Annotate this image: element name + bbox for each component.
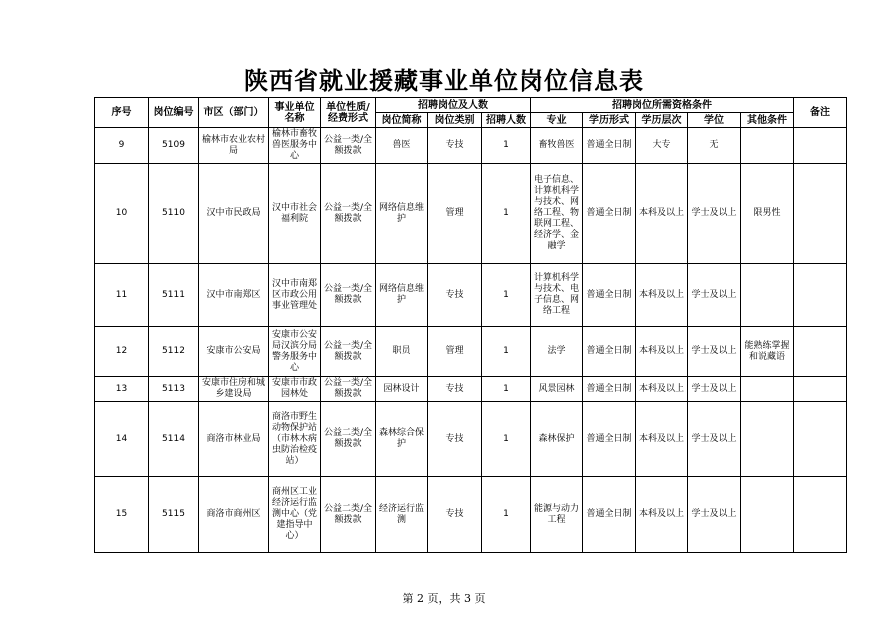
cell-seq: 9 bbox=[95, 128, 149, 164]
cell-seq: 10 bbox=[95, 164, 149, 264]
header-other: 其他条件 bbox=[741, 113, 794, 128]
cell-form: 普通全日制 bbox=[583, 377, 636, 402]
cell-other: 限男性 bbox=[741, 164, 794, 264]
cell-unit: 安康市公安局汉滨分局警务服务中心 bbox=[269, 327, 321, 377]
cell-nature: 公益一类/全额拨款 bbox=[321, 264, 376, 327]
cell-remark bbox=[794, 128, 847, 164]
header-conditions-group: 招聘岗位所需资格条件 bbox=[531, 98, 794, 113]
cell-type: 专技 bbox=[428, 377, 482, 402]
cell-unit: 商州区工业经济运行监测中心（党建指导中心） bbox=[269, 477, 321, 553]
cell-remark bbox=[794, 402, 847, 477]
cell-degree: 学士及以上 bbox=[688, 377, 741, 402]
page-footer: 第 2 页，共 3 页 bbox=[402, 592, 486, 605]
cell-code: 5115 bbox=[149, 477, 199, 553]
cell-city: 汉中市民政局 bbox=[199, 164, 269, 264]
cell-other bbox=[741, 377, 794, 402]
header-post-name: 岗位简称 bbox=[376, 113, 428, 128]
cell-count: 1 bbox=[482, 327, 531, 377]
cell-other: 能熟练掌握和说藏语 bbox=[741, 327, 794, 377]
cell-remark bbox=[794, 264, 847, 327]
cell-level: 本科及以上 bbox=[636, 264, 688, 327]
cell-major: 森林保护 bbox=[531, 402, 583, 477]
cell-post: 职员 bbox=[376, 327, 428, 377]
cell-post: 兽医 bbox=[376, 128, 428, 164]
cell-degree: 学士及以上 bbox=[688, 402, 741, 477]
table-row bbox=[95, 128, 847, 164]
cell-code: 5111 bbox=[149, 264, 199, 327]
cell-unit: 榆林市畜牧兽医服务中心 bbox=[269, 128, 321, 164]
cell-form: 普通全日制 bbox=[583, 128, 636, 164]
cell-level: 本科及以上 bbox=[636, 402, 688, 477]
cell-level: 本科及以上 bbox=[636, 164, 688, 264]
table-row bbox=[95, 402, 847, 477]
cell-unit: 汉中市南郑区市政公用事业管理处 bbox=[269, 264, 321, 327]
header-remark: 备注 bbox=[794, 98, 847, 128]
cell-unit: 汉中市社会福利院 bbox=[269, 164, 321, 264]
cell-post: 网络信息维护 bbox=[376, 264, 428, 327]
cell-major: 能源与动力工程 bbox=[531, 477, 583, 553]
cell-seq: 15 bbox=[95, 477, 149, 553]
cell-level: 本科及以上 bbox=[636, 327, 688, 377]
cell-city: 商洛市林业局 bbox=[199, 402, 269, 477]
cell-type: 专技 bbox=[428, 402, 482, 477]
header-seq: 序号 bbox=[95, 98, 149, 128]
cell-unit: 安康市市政园林处 bbox=[269, 377, 321, 402]
header-unit-nature: 单位性质/经费形式 bbox=[321, 98, 376, 128]
cell-remark bbox=[794, 164, 847, 264]
cell-remark bbox=[794, 377, 847, 402]
cell-count: 1 bbox=[482, 377, 531, 402]
cell-form: 普通全日制 bbox=[583, 327, 636, 377]
table-row bbox=[95, 264, 847, 327]
cell-nature: 公益一类/全额拨款 bbox=[321, 164, 376, 264]
cell-major: 畜牧兽医 bbox=[531, 128, 583, 164]
header-count: 招聘人数 bbox=[482, 113, 531, 128]
cell-degree: 学士及以上 bbox=[688, 327, 741, 377]
cell-nature: 公益一类/全额拨款 bbox=[321, 377, 376, 402]
header-posts-group: 招聘岗位及人数 bbox=[376, 98, 531, 113]
table-row bbox=[95, 164, 847, 264]
table-row bbox=[95, 377, 847, 402]
cell-type: 管理 bbox=[428, 327, 482, 377]
cell-count: 1 bbox=[482, 128, 531, 164]
cell-level: 大专 bbox=[636, 128, 688, 164]
cell-degree: 学士及以上 bbox=[688, 477, 741, 553]
cell-nature: 公益一类/全额拨款 bbox=[321, 128, 376, 164]
cell-type: 专技 bbox=[428, 477, 482, 553]
header-major: 专业 bbox=[531, 113, 583, 128]
cell-major: 计算机科学与技术、电子信息、网络工程 bbox=[531, 264, 583, 327]
cell-seq: 11 bbox=[95, 264, 149, 327]
job-info-table bbox=[94, 97, 847, 553]
cell-form: 普通全日制 bbox=[583, 264, 636, 327]
cell-other bbox=[741, 128, 794, 164]
cell-nature: 公益一类/全额拨款 bbox=[321, 327, 376, 377]
cell-form: 普通全日制 bbox=[583, 402, 636, 477]
cell-nature: 公益二类/全额拨款 bbox=[321, 402, 376, 477]
cell-unit: 商洛市野生动物保护站（市林木病虫防治检疫站） bbox=[269, 402, 321, 477]
cell-other bbox=[741, 402, 794, 477]
cell-code: 5112 bbox=[149, 327, 199, 377]
header-edu-level: 学历层次 bbox=[636, 113, 688, 128]
cell-code: 5114 bbox=[149, 402, 199, 477]
cell-type: 专技 bbox=[428, 264, 482, 327]
cell-form: 普通全日制 bbox=[583, 164, 636, 264]
header-degree: 学位 bbox=[688, 113, 741, 128]
cell-post: 经济运行监测 bbox=[376, 477, 428, 553]
cell-nature: 公益二类/全额拨款 bbox=[321, 477, 376, 553]
cell-city: 安康市住房和城乡建设局 bbox=[199, 377, 269, 402]
page-title: 陕西省就业援藏事业单位岗位信息表 bbox=[244, 66, 644, 95]
cell-code: 5110 bbox=[149, 164, 199, 264]
cell-major: 法学 bbox=[531, 327, 583, 377]
table-row bbox=[95, 327, 847, 377]
header-post-type: 岗位类别 bbox=[428, 113, 482, 128]
cell-post: 网络信息维护 bbox=[376, 164, 428, 264]
cell-post: 森林综合保护 bbox=[376, 402, 428, 477]
header-city-dept: 市区（部门） bbox=[199, 98, 269, 128]
cell-city: 汉中市南郑区 bbox=[199, 264, 269, 327]
cell-code: 5109 bbox=[149, 128, 199, 164]
cell-type: 专技 bbox=[428, 128, 482, 164]
cell-city: 榆林市农业农村局 bbox=[199, 128, 269, 164]
cell-level: 本科及以上 bbox=[636, 377, 688, 402]
header-edu-form: 学历形式 bbox=[583, 113, 636, 128]
cell-form: 普通全日制 bbox=[583, 477, 636, 553]
cell-remark bbox=[794, 327, 847, 377]
cell-city: 商洛市商州区 bbox=[199, 477, 269, 553]
cell-other bbox=[741, 477, 794, 553]
header-unit-name: 事业单位名称 bbox=[269, 98, 321, 128]
cell-degree: 学士及以上 bbox=[688, 164, 741, 264]
cell-city: 安康市公安局 bbox=[199, 327, 269, 377]
header-post-code: 岗位编号 bbox=[149, 98, 199, 128]
cell-remark bbox=[794, 477, 847, 553]
cell-major: 电子信息、计算机科学与技术、网络工程、物联网工程、经济学、金融学 bbox=[531, 164, 583, 264]
cell-type: 管理 bbox=[428, 164, 482, 264]
cell-level: 本科及以上 bbox=[636, 477, 688, 553]
header-row-1 bbox=[95, 98, 847, 113]
cell-seq: 14 bbox=[95, 402, 149, 477]
cell-code: 5113 bbox=[149, 377, 199, 402]
cell-seq: 12 bbox=[95, 327, 149, 377]
cell-degree: 无 bbox=[688, 128, 741, 164]
cell-count: 1 bbox=[482, 164, 531, 264]
cell-count: 1 bbox=[482, 402, 531, 477]
cell-count: 1 bbox=[482, 264, 531, 327]
cell-degree: 学士及以上 bbox=[688, 264, 741, 327]
table-row bbox=[95, 477, 847, 553]
cell-count: 1 bbox=[482, 477, 531, 553]
cell-other bbox=[741, 264, 794, 327]
cell-post: 园林设计 bbox=[376, 377, 428, 402]
cell-seq: 13 bbox=[95, 377, 149, 402]
cell-major: 风景园林 bbox=[531, 377, 583, 402]
